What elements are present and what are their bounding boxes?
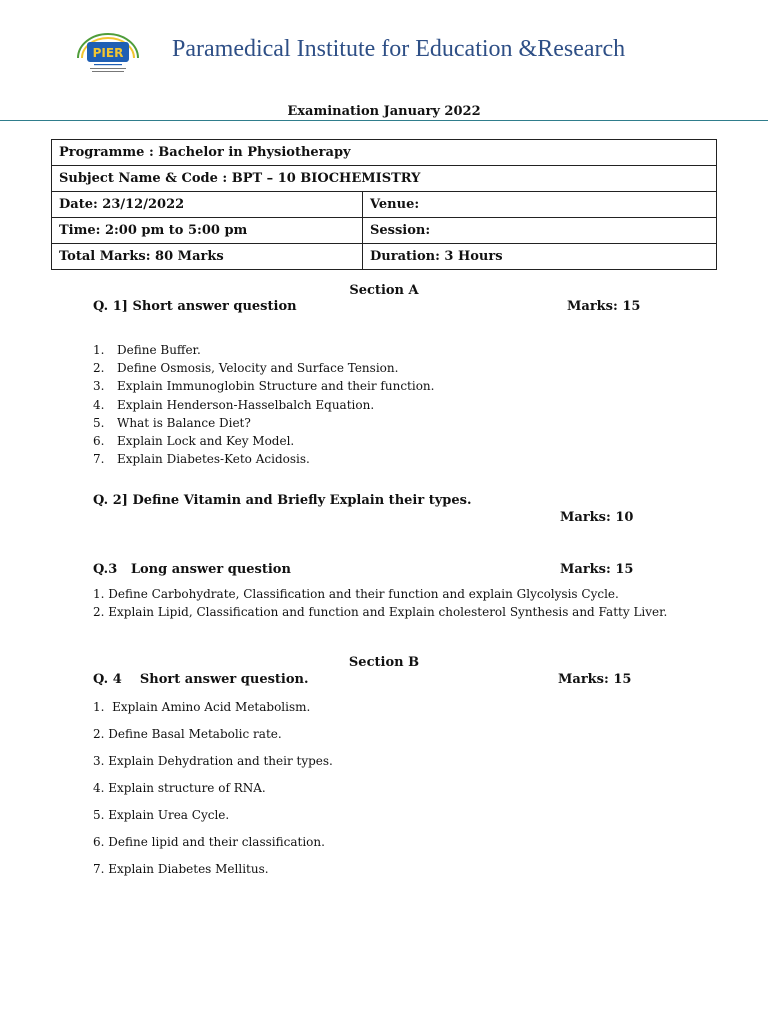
list-item: 6. Define lipid and their classification. xyxy=(93,835,325,849)
q1-marks: Marks: 15 xyxy=(567,299,641,314)
table-row xyxy=(52,192,717,218)
list-item: 2. Explain Lipid, Classification and function and Explain cholesterol Synthesis and Fatty Liver. xyxy=(93,605,668,620)
subject-cell: Subject Name & Code : BPT – 10 BIOCHEMISTRY xyxy=(52,166,717,192)
q2-title: Q. 2] Define Vitamin and Briefly Explain their types. xyxy=(93,493,472,508)
list-item: 3. Explain Immunoglobin Structure and their function. xyxy=(93,379,435,394)
list-item: 1. Define Carbohydrate, Classification and their function and explain Glycolysis Cycle. xyxy=(93,587,619,601)
list-item: 3. Explain Dehydration and their types. xyxy=(93,754,333,768)
list-item: 1. Explain Amino Acid Metabolism. xyxy=(93,700,311,714)
section-b-heading: Section B xyxy=(348,655,420,670)
list-item: 5. What is Balance Diet? xyxy=(93,415,251,430)
list-item: 4. Explain Henderson-Hasselbalch Equation. xyxy=(93,397,375,412)
q3-marks: Marks: 15 xyxy=(560,562,634,577)
table-row xyxy=(52,218,717,244)
venue-cell: Venue: xyxy=(363,192,717,218)
list-item: 7. Explain Diabetes Mellitus. xyxy=(93,862,269,876)
duration-cell: Duration: 3 Hours xyxy=(363,244,717,270)
institute-logo xyxy=(68,28,148,86)
table-row xyxy=(52,166,717,192)
list-item: 7. Explain Diabetes-Keto Acidosis. xyxy=(93,452,310,467)
q2-marks: Marks: 10 xyxy=(560,510,634,525)
q1-question-list xyxy=(93,341,434,468)
table-row xyxy=(52,140,717,166)
list-item: 1. Define Buffer. xyxy=(93,343,201,357)
list-item: 6. Explain Lock and Key Model. xyxy=(93,433,295,448)
q4-marks: Marks: 15 xyxy=(558,672,632,687)
table-row xyxy=(52,244,717,270)
header-divider xyxy=(0,120,768,121)
session-cell: Session: xyxy=(363,218,717,244)
section-a-heading: Section A xyxy=(349,283,419,298)
programme-cell: Programme : Bachelor in Physiotherapy xyxy=(52,140,717,166)
exam-info-table xyxy=(51,139,717,270)
institute-name: Paramedical Institute for Education &Research xyxy=(172,36,626,62)
exam-title: Examination January 2022 xyxy=(287,104,481,119)
q4-question-list xyxy=(93,698,333,887)
time-cell: Time: 2:00 pm to 5:00 pm xyxy=(52,218,363,244)
q3-question-list xyxy=(93,585,675,622)
q3-title: Q.3 Long answer question xyxy=(93,562,291,577)
q4-title: Q. 4 Short answer question. xyxy=(93,672,309,687)
total-marks-cell: Total Marks: 80 Marks xyxy=(52,244,363,270)
list-item: 5. Explain Urea Cycle. xyxy=(93,808,230,822)
date-cell: Date: 23/12/2022 xyxy=(52,192,363,218)
q1-title: Q. 1] Short answer question xyxy=(93,299,297,314)
logo-lettering: PIER xyxy=(92,46,124,60)
list-item: 2. Define Basal Metabolic rate. xyxy=(93,727,282,741)
list-item: 4. Explain structure of RNA. xyxy=(93,781,266,795)
list-item: 2. Define Osmosis, Velocity and Surface Tension. xyxy=(93,361,399,376)
